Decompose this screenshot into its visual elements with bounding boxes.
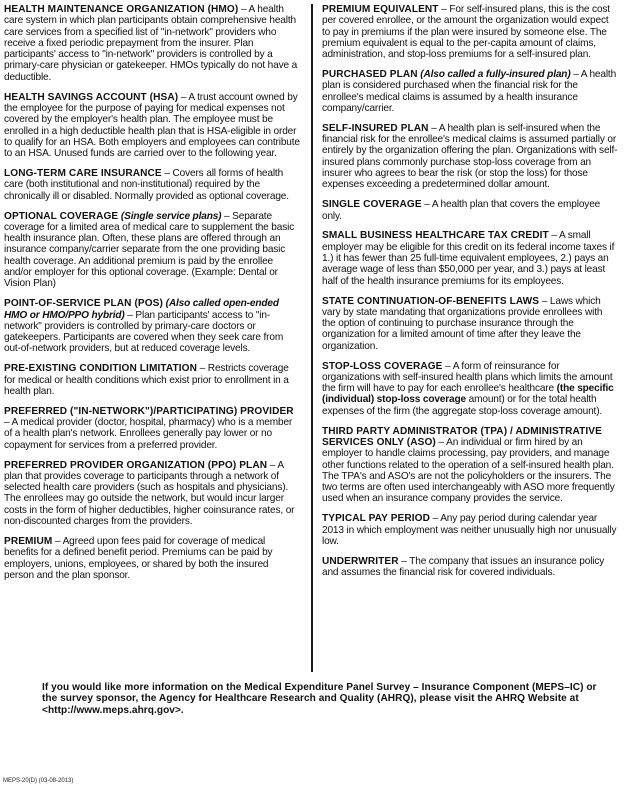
term-title: PREMIUM EQUIVALENT xyxy=(322,4,439,15)
entry-premium-equivalent xyxy=(322,4,618,60)
term-definition: – A health care system in which plan participants obtain comprehensive health care services from a specified list of "in-network" providers who receive a fixed periodic prepayment from the insurer. Plan participants' access to "in-network" providers is controlled by a primary-care physician or gatekeeper. HMOs typically do not have a deductible. xyxy=(4,4,298,83)
term-title: STATE CONTINUATION-OF-BENEFITS LAWS xyxy=(322,295,540,307)
term-definition: – A plan that provides coverage to participants through a network of selected health care providers (such as hospitals and physicians). The enrollees may go outside the network, but would incur larger costs in the form of higher deductibles, higher coinsurance rates, or non-discounted charges from the providers. xyxy=(4,459,295,528)
term-definition: – Laws which vary by state mandating that organizations provide enrollees with the option of continuing to purchase insurance through the organization for a limited amount of time after they leave the organization. xyxy=(322,295,603,352)
term-title: TYPICAL PAY PERIOD xyxy=(322,513,430,525)
entry-optional-coverage xyxy=(4,211,300,290)
term-title: STOP-LOSS COVERAGE xyxy=(322,360,443,372)
term-title: SELF-INSURED PLAN xyxy=(322,122,429,134)
term-definition: – An individual or firm hired by an employer to handle claims processing, pay providers, and manage other functions related to the operation of a self-insured health plan. The TPA's and ASO's are not the policyholders or the insurers. The two terms are often used interchangeably with ASO more frequently used when an insurance company provides the service. xyxy=(322,436,615,505)
term-title: PRE-EXISTING CONDITION LIMITATION xyxy=(4,363,198,375)
term-title: THIRD PARTY ADMINISTRATOR (TPA) / ADMINISTRATIVE SERVICES ONLY (ASO) xyxy=(322,425,602,448)
term-definition: – A medical provider (doctor, hospital, pharmacy) who is a member of a health plan's network. Enrollees generally pay lower or no copayment for services from a preferred provider. xyxy=(4,417,293,451)
entry-hsa xyxy=(4,92,300,160)
term-subtitle: (Single service plans) xyxy=(118,210,222,222)
term-title: UNDERWRITER xyxy=(322,555,399,567)
term-highlight: (the specific (individual) stop-loss coverage xyxy=(322,383,614,406)
glossary-left-column xyxy=(4,4,300,590)
term-title: PREFERRED PROVIDER ORGANIZATION (PPO) PLAN xyxy=(4,459,268,471)
term-definition: – A form of reinsurance for organizations with self-insured health plans which limits the amount the firm will have to pay for each enrollee's healthcare xyxy=(322,360,613,395)
term-title: PREFERRED ("IN-NETWORK")/PARTICIPATING) PROVIDER xyxy=(4,405,294,417)
term-definition: – Plan participants' access to "in-network" providers is controlled by primary-care doctors or gatekeepers. Participants are covered when they seek care from out-of-network providers, but at reduced coverage levels. xyxy=(4,309,284,355)
entry-preferred-provider xyxy=(4,406,300,451)
glossary-right-column xyxy=(322,4,618,587)
term-title: SMALL BUSINESS HEALTHCARE TAX CREDIT xyxy=(322,230,549,242)
term-title: SINGLE COVERAGE xyxy=(322,199,422,211)
term-definition: – Separate coverage for a limited area of medical care to supplement the basic health insurance plan. Often, these plans are offered through an insurance company/carrier separate from the one providing basic health coverage. An additional premium is paid by the enrollee and/or employer for this optional coverage. (Example: Dental or Vision Plan) xyxy=(4,210,295,290)
term-title: POINT-OF-SERVICE PLAN (POS) xyxy=(4,298,163,310)
term-definition: – Agreed upon fees paid for coverage of medical benefits for a defined benefit period. Premiums can be paid by employers, unions, employees, or shared by both the insured person and the plan sponsor. xyxy=(4,535,273,581)
term-definition: – A trust account owned by the employee for the purpose of paying for medical expenses not covered by the employer's health plan. The employee must be enrolled in a high deductible health plan that is HSA-eligible in order to qualify for an HSA. Both employers and employees can contribute to an HSA. Unused funds are carried over to the following year. xyxy=(4,91,300,160)
term-definition: – A health plan that covers the employee only. xyxy=(322,199,601,222)
term-definition: – For self-insured plans, this is the cost per covered enrollee, or the amount the organization would expect to pay in premiums if the plan were insured by someone else. The premium equivalent is equal to the per-capita amount of claims, administration, and stop-loss premiums for a self-insured plan. xyxy=(322,4,610,61)
term-definition: – Restricts coverage for medical or health conditions which exist prior to enrollment in a health plan. xyxy=(4,363,289,397)
entry-single-coverage xyxy=(322,199,618,222)
term-definition: – A small employer may be eligible for this credit on its federal income taxes if 1.) it has fewer than 25 full-time equivalent employees, 2.) pays an average wage of less than $50,000 per year, and 3.) pays at least half of the health insurance premiums for its employees. xyxy=(322,230,615,287)
entry-underwriter xyxy=(322,556,618,579)
footer-more-info: If you would like more information on the Medical Expenditure Panel Survey – Insurance Component (MEPS–IC) or the survey sponsor, the Agency for Healthcare Research and Quality (AHRQ), please visit the AHRQ Website at <http://www.meps.ahrq.gov>. xyxy=(42,682,597,716)
entry-state-continuation xyxy=(322,296,618,352)
entry-long-term-care xyxy=(4,168,300,202)
term-definition-cont: amount) or for the total health expenses of the firm (the aggregate stop-loss coverage amount). xyxy=(322,394,603,417)
term-title: OPTIONAL COVERAGE xyxy=(4,210,119,222)
term-definition: – Any pay period during calendar year 2013 in which employment was neither unusually high nor unusually low. xyxy=(322,513,617,547)
term-definition: – The company that issues an insurance policy and assumes the financial risk for covered individuals. xyxy=(322,555,605,579)
term-subtitle: (Also called a fully-insured plan) xyxy=(417,69,571,81)
entry-premium xyxy=(4,536,300,581)
term-definition: – Covers all forms of health care (both institutional and non-institutional) required by the chronically ill or disabled. Normally provided as optional coverage. xyxy=(4,168,289,202)
entry-self-insured xyxy=(322,123,618,191)
entry-ppo-plan xyxy=(4,460,300,528)
term-title: HEALTH MAINTENANCE ORGANIZATION (HMO) xyxy=(4,4,239,15)
entry-tax-credit xyxy=(322,230,618,286)
entry-typical-pay-period xyxy=(322,513,618,547)
term-title: PURCHASED PLAN xyxy=(322,69,418,81)
term-definition: – A health plan is self-insured when the financial risk for the enrollee's medical claims is assumed partially or entirely by the organization offering the plan. Organizations with self-insured plans commonly purchase stop-loss coverage from an insurer who agrees to bear the risk (or stop the loss) for those expenses exceeding a predetermined dollar amount. xyxy=(322,122,618,191)
entry-hmo xyxy=(4,4,300,83)
term-title: HEALTH SAVINGS ACCOUNT (HSA) xyxy=(4,91,179,103)
term-definition: – A health plan is considered purchased when the financial risk for the enrollee's medical claims is assumed by a health insurance company/carrier. xyxy=(322,69,617,114)
term-title: LONG-TERM CARE INSURANCE xyxy=(4,168,162,180)
term-title: PREMIUM xyxy=(4,535,53,547)
column-divider xyxy=(311,4,313,672)
form-code: MEPS-20(D) (03-08-2013) xyxy=(3,778,74,784)
entry-stop-loss xyxy=(322,361,618,417)
term-subtitle: (Also called open-ended HMO or HMO/PPO hybrid) xyxy=(4,298,279,321)
entry-purchased-plan xyxy=(322,69,618,114)
entry-pre-existing xyxy=(4,363,300,397)
entry-pos-plan xyxy=(4,298,300,354)
entry-tpa-aso xyxy=(322,426,618,505)
